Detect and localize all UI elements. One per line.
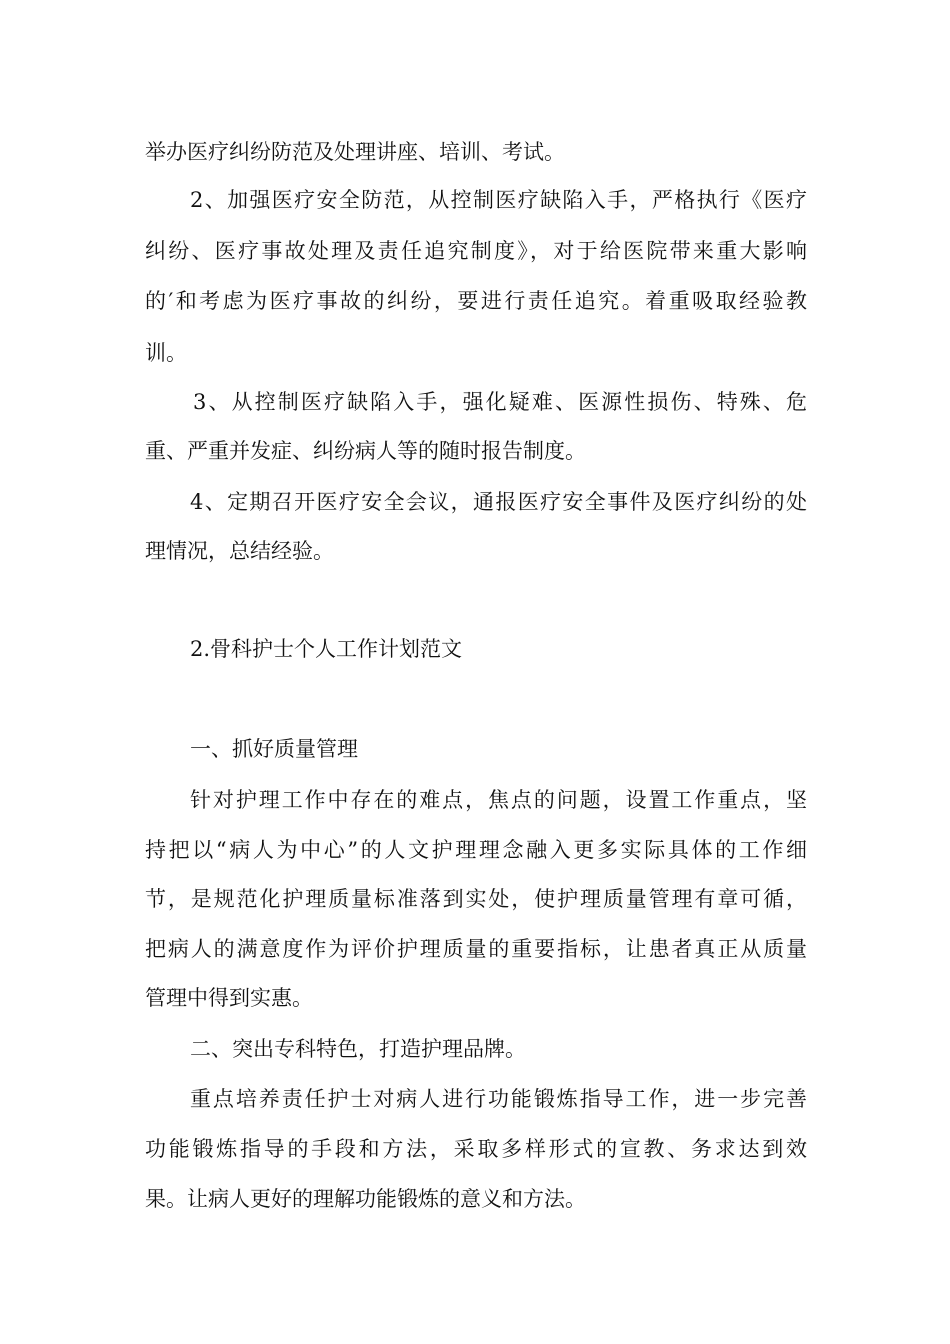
text-line: 训。 [145, 341, 187, 365]
text-line: 理情况，总结经验。 [145, 539, 334, 563]
text-line: 纠纷、医疗事故处理及责任追究制度》，对于给医院带来重大影响 [145, 239, 807, 263]
text-line: 重点培养责任护士对病人进行功能锻炼指导工作，进一步完善 [190, 1087, 807, 1111]
text-line: 举办医疗纠纷防范及处理讲座、培训、考试。 [145, 140, 565, 164]
text-line: 3、从控制医疗缺陷入手，强化疑难、医源性损伤、特殊、危 [193, 390, 807, 414]
text-line: 的′和考虑为医疗事故的纠纷，要进行责任追究。着重吸取经验教 [145, 289, 807, 313]
text-line: 管理中得到实惠。 [145, 986, 313, 1010]
section-heading: 2.骨科护士个人工作计划范文 [190, 637, 463, 661]
subheading: 一、抓好质量管理 [190, 737, 358, 761]
text-line: 把病人的满意度作为评价护理质量的重要指标，让患者真正从质量 [145, 937, 807, 961]
text-line: 针对护理工作中存在的难点，焦点的问题，设置工作重点，坚 [190, 788, 807, 812]
text-line: 2、加强医疗安全防范，从控制医疗缺陷入手，严格执行《医疗 [190, 188, 807, 212]
text-line: 重、严重并发症、纠纷病人等的随时报告制度。 [145, 439, 586, 463]
text-line: 果。让病人更好的理解功能锻炼的意义和方法。 [145, 1187, 586, 1211]
text-line: 持把以“病人为中心”的人文护理理念融入更多实际具体的工作细 [145, 838, 807, 862]
text-line: 功能锻炼指导的手段和方法，采取多样形式的宣教、务求达到效 [145, 1137, 807, 1161]
subheading: 二、突出专科特色，打造护理品牌。 [190, 1037, 526, 1061]
text-line: 节，是规范化护理质量标准落到实处，使护理质量管理有章可循， [145, 887, 807, 911]
text-line: 4、定期召开医疗安全会议，通报医疗安全事件及医疗纠纷的处 [190, 490, 807, 514]
